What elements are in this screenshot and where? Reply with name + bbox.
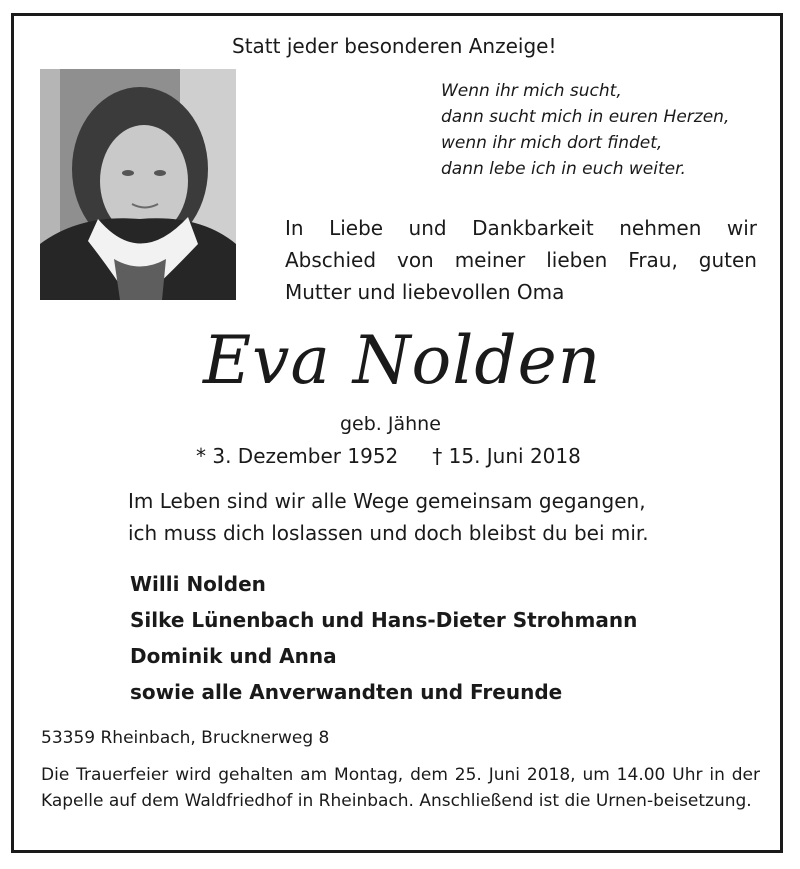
birth-name: geb. Jähne — [340, 413, 441, 435]
intro-line: Abschied von meiner lieben Frau, guten — [285, 248, 757, 272]
verse-line: ich muss dich loslassen und doch bleibst du bei mir. — [128, 521, 649, 545]
poem-line: dann lebe ich in euch weiter. — [441, 159, 686, 179]
verse-line: Im Leben sind wir alle Wege gemeinsam gegangen, — [128, 489, 646, 513]
address: 53359 Rheinbach, Brucknerweg 8 — [41, 728, 330, 748]
mourner: Willi Nolden — [130, 572, 266, 596]
portrait-image — [40, 69, 236, 300]
portrait-photo — [40, 69, 236, 300]
mourner: Silke Lünenbach und Hans-Dieter Strohmann — [130, 608, 638, 632]
poem-line: Wenn ihr mich sucht, — [441, 81, 622, 101]
intro-line: In Liebe und Dankbarkeit nehmen wir — [285, 216, 757, 240]
poem-line: wenn ihr mich dort findet, — [441, 133, 663, 153]
life-dates — [196, 444, 581, 468]
ceremony-info: Die Trauerfeier wird gehalten am Montag, dem 25. Juni 2018, um 14.00 Uhr in der Kapelle auf dem Waldfriedhof in Rheinbach. Anschließend ist die Urnen-beisetzung. — [41, 765, 760, 811]
mourner: sowie alle Anverwandten und Freunde — [130, 680, 563, 704]
intro-text — [285, 212, 757, 308]
mourners-list — [130, 566, 637, 710]
verse — [128, 485, 649, 549]
intro-line: Mutter und liebevollen Oma — [285, 280, 565, 304]
poem — [441, 78, 729, 182]
death-date: † 15. Juni 2018 — [432, 444, 581, 468]
deceased-name: Eva Nolden — [203, 322, 602, 399]
notice-header: Statt jeder besonderen Anzeige! — [232, 34, 557, 58]
mourner: Dominik und Anna — [130, 644, 337, 668]
poem-line: dann sucht mich in euren Herzen, — [441, 107, 730, 127]
birth-date: * 3. Dezember 1952 — [196, 444, 399, 468]
